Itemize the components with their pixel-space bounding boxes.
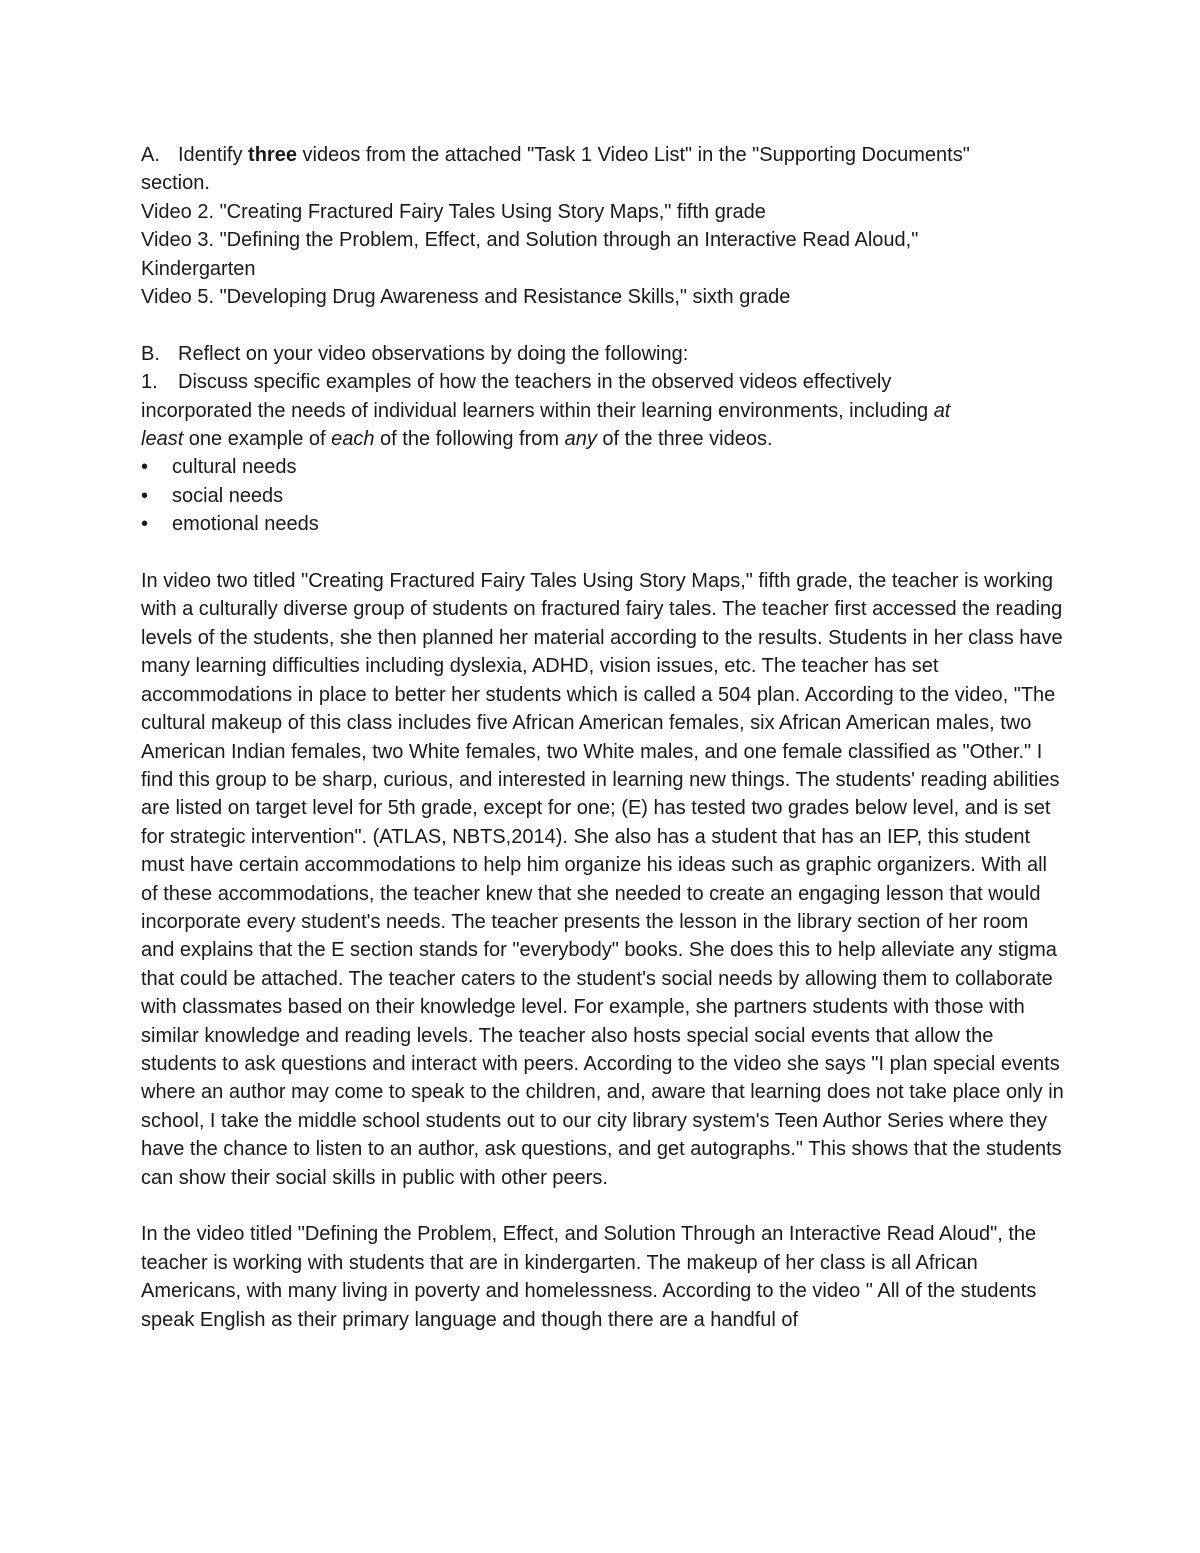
section-b-item-text-4: of the following from — [374, 428, 565, 451]
document-page — [141, 141, 1066, 1334]
section-b-item-italic-1: at — [933, 399, 951, 422]
spacer — [141, 311, 1066, 339]
bullet-item — [141, 453, 1066, 481]
section-a-marker: A. — [141, 144, 160, 166]
bullet-text: social needs — [172, 484, 284, 507]
section-b-item-text-3: one example of — [183, 428, 332, 451]
bullet-mark: • — [141, 484, 149, 507]
section-b-marker: B. — [141, 342, 160, 365]
section-b-item-text-2: incorporated the needs of individual learners within their learning environments, including — [141, 399, 934, 422]
section-b-item-line-3 — [141, 425, 1066, 453]
section-b-item-text-5: of the three videos. — [596, 428, 773, 451]
section-a-suffix: videos from the attached "Task 1 Video List" in the "Supporting Documents" — [296, 144, 970, 166]
section-b-item-italic-4: any — [564, 428, 597, 451]
bullet-item — [141, 482, 1066, 510]
bullet-item — [141, 510, 1066, 538]
section-a-prefix: Identify — [178, 144, 249, 166]
video-item-3: Video 5. "Developing Drug Awareness and Resistance Skills," sixth grade — [141, 286, 791, 309]
video-item-2-line-2: Kindergarten — [141, 257, 256, 280]
section-b-item-line-2 — [141, 397, 1066, 425]
body-paragraph-1: In video two titled "Creating Fractured Fairy Tales Using Story Maps," fifth grade, the teacher is working with a culturally diverse group of students on fractured fairy tales. The teacher first accessed the reading levels of the students, she then planned her material according to the results. Students in her class have many learning difficulties including dyslexia, ADHD, vision issues, etc. The teacher has set accommodations in place to better her students which is called a 504 plan. According to the video, "The cultural makeup of this class includes five African American females, six African American males, two American Indian females, two White females, two White males, and one female classified as "Other." I find this group to be sharp, curious, and interested in learning new things. The students' reading abilities are listed on target level for 5th grade, except for one; (E) has tested two grades below level, and is set for strategic intervention". (ATLAS, NBTS,2014). She also has a student that has an IEP, this student must have certain accommodations to help him organize his ideas such as graphic organizers. With all of these accommodations, the teacher knew that she needed to create an engaging lesson that would incorporate every student's needs. The teacher presents the lesson in the library section of her room and explains that the E section stands for "everybody" books. She does this to help alleviate any stigma that could be attached. The teacher caters to the student's social needs by allowing them to collaborate with classmates based on their knowledge level. For example, she partners students with those with similar knowledge and reading levels. The teacher also hosts special social events that allow the students to ask questions and interact with peers. According to the video she says "I plan special events where an author may come to speak to the children, and, aware that learning does not take place only in school, I take the middle school students out to our city library system's Teen Author Series where they have the chance to listen to an author, ask questions, and get autographs." This shows that the students can show their social skills in public with other peers. — [141, 570, 1064, 1189]
spacer — [141, 1192, 1066, 1220]
section-a-prompt — [141, 141, 1066, 169]
spacer — [141, 539, 1066, 567]
section-b-item-italic-3: each — [331, 428, 375, 451]
body-paragraph-2: In the video titled "Defining the Problem, Effect, and Solution Through an Interactive Read Aloud", the teacher is working with students that are in kindergarten. The makeup of her class is all African Americans, with many living in poverty and homelessness. According to the video " All of the students speak English as their primary language and though there are a handful of — [141, 1223, 1037, 1331]
bullet-mark: • — [141, 513, 149, 536]
section-b-item-number: 1. — [141, 371, 158, 394]
section-a-continuation: section. — [141, 172, 210, 195]
bullet-text: emotional needs — [172, 513, 319, 536]
section-b-item-text-1: Discuss specific examples of how the teachers in the observed videos effectively — [178, 371, 892, 394]
bullet-mark: • — [141, 456, 149, 479]
section-b-item-line-1 — [141, 368, 1066, 396]
bullet-text: cultural needs — [172, 456, 297, 479]
section-b-item-italic-2: least — [141, 428, 184, 451]
video-item-2-line-1: Video 3. "Defining the Problem, Effect, and Solution through an Interactive Read Aloud," — [141, 229, 919, 252]
section-b-heading — [141, 340, 1066, 368]
section-a-bold-word: three — [248, 144, 297, 166]
video-item-1: Video 2. "Creating Fractured Fairy Tales Using Story Maps," fifth grade — [141, 200, 766, 223]
section-b-heading-text: Reflect on your video observations by doing the following: — [178, 342, 689, 365]
